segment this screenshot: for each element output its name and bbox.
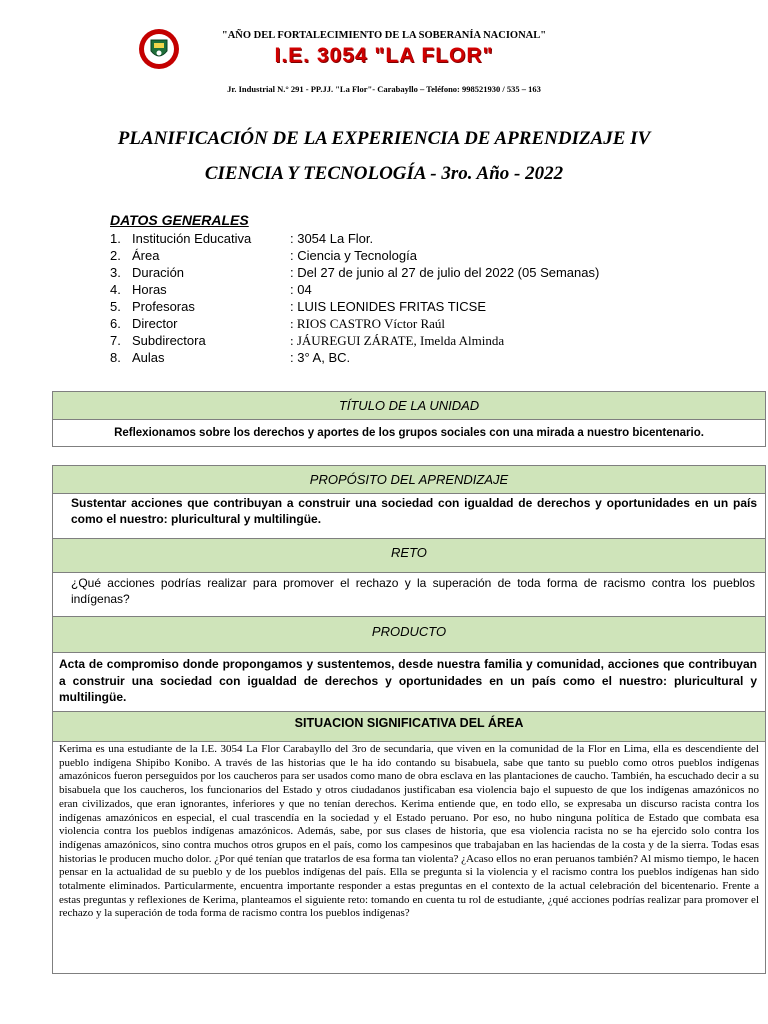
item-label: Aulas	[132, 350, 165, 365]
purpose-text: Sustentar acciones que contribuyan a construir una sociedad con igualdad de derechos y oportunidades en un país como el nuestro: pluricultural y multilingüe.	[71, 496, 757, 526]
item-label: Director	[132, 316, 178, 331]
general-data-item	[110, 264, 600, 281]
item-label: Institución Educativa	[132, 231, 252, 246]
general-data-item	[110, 298, 487, 315]
general-data-item	[110, 332, 505, 349]
item-number: 7.	[110, 333, 121, 348]
purpose-heading-text: PROPÓSITO DEL APRENDIZAJE	[309, 472, 509, 487]
situation-cell	[52, 741, 766, 974]
situation-heading-text: SITUACION SIGNIFICATIVA DEL ÁREA	[294, 716, 524, 730]
challenge-heading	[52, 538, 766, 573]
page-subtitle: CIENCIA Y TECNOLOGÍA - 3ro. Año - 2022	[204, 163, 564, 184]
item-label: Horas	[132, 282, 167, 297]
item-value: : 04	[290, 282, 312, 297]
school-address: Jr. Industrial N.° 291 - PP.JJ. "La Flor"- Carabayllo – Teléfono: 998521930 / 535 – 163	[227, 84, 541, 94]
page-title: PLANIFICACIÓN DE LA EXPERIENCIA DE APRENDIZAJE IV	[117, 128, 651, 149]
general-data-item	[110, 281, 312, 298]
item-value: : JÁUREGUI ZÁRATE, Imelda Alminda	[290, 333, 505, 348]
product-text: Acta de compromiso donde propongamos y sustentemos, desde nuestra familia y comunidad, acciones que contribuyan a construir una sociedad con igualdad de derechos y oportunidades en un país como el nuestro: pluricultural y multilingüe.	[59, 657, 757, 704]
item-label: Duración	[132, 265, 185, 280]
product-heading-text: PRODUCTO	[371, 624, 447, 639]
item-number: 8.	[110, 350, 121, 365]
product-heading	[52, 616, 766, 653]
item-label: Área	[132, 248, 160, 263]
item-label: Subdirectora	[132, 333, 206, 348]
challenge-heading-text: RETO	[391, 545, 427, 560]
item-number: 6.	[110, 316, 121, 331]
item-label: Profesoras	[132, 299, 195, 314]
purpose-cell	[52, 493, 766, 539]
item-value: : 3° A, BC.	[290, 350, 351, 365]
general-data-heading: DATOS GENERALES	[110, 212, 249, 228]
situation-text: Kerima es una estudiante de la I.E. 3054 La Flor Carabayllo del 3ro de secundaria, que viven en la comunidad de la Flor en Lima, ella es descendiente del pueblo indígena Shipibo Konibo. A través de las historias que le ha ido contando su bisabuela, sabe que tanto su pueblo como otros pueblos indígenas amazónicos fueron perseguidos por los caucheros para ser usados como mano de obra esclava en las plantaciones de caucho. También, ha escuchado decir a su bisabuela que los caucheros, los funcionarios del Estado y otros ciudadanos justificaban esa violencia bajo el supuesto de que los indígenas amazónicos no eran civilizados, que eran ignorantes, inferiores y que no tenían derechos. Kerima entiende que, en todo ello, se expresaba un discurso racista contra los indígenas amazónicos en especial, el cual trascendía en la sociedad y el Estado peruano. Por eso, no hubo ninguna política de Estado que combata esa violencia contra los pueblos indígenas amazónicos. Además, sabe, por sus clases de historia, que esa violencia racista no se ha ejercido solo contra los indígenas amazónicos, sino contra muchos otros grupos en el país, como los campesinos que trabajaban en las haciendas de la costa y de la sierra. Todas esas historias le producen mucho dolor. ¿Por qué tenían que tratarlos de esa forma tan violenta? ¿Acaso ellos no eran peruanos también? Al mismo tiempo, le hacen pensar en la actualidad de su pueblo y de los pueblos indígenas del país. Ella se pregunta si la violencia y el racismo contra los pueblos indígenas han sido totalmente eliminados. Particularmente, encuentra importante responder a estas preguntas en el contexto de la actual celebración del bicentenario. Frente a estas preguntas y reflexiones de Kerima, planteamos el siguiente reto: tomando en cuenta tu rol de estudiante, ¿qué acciones podrías realizar para promover el rechazo y la superación de toda forma de racismo contra los pueblos indígenas?	[59, 743, 759, 920]
challenge-text: ¿Qué acciones podrías realizar para promover el rechazo y la superación de toda forma de racismo contra los pueblos indígenas?	[71, 576, 755, 606]
unit-title-heading-text: TÍTULO DE LA UNIDAD	[338, 398, 480, 413]
general-data-item	[110, 315, 446, 332]
item-value: : RIOS CASTRO Víctor Raúl	[290, 316, 446, 331]
unit-title-heading	[52, 391, 766, 420]
item-number: 1.	[110, 231, 121, 246]
purpose-heading	[52, 465, 766, 494]
item-number: 3.	[110, 265, 121, 280]
general-data-item	[110, 349, 351, 366]
item-value: : LUIS LEONIDES FRITAS TICSE	[290, 299, 487, 314]
item-number: 5.	[110, 299, 121, 314]
item-number: 2.	[110, 248, 121, 263]
unit-title-cell	[52, 419, 766, 447]
item-value: : 3054 La Flor.	[290, 231, 374, 246]
general-data-item	[110, 247, 417, 264]
item-value: : Ciencia y Tecnología	[290, 248, 417, 263]
situation-heading	[52, 711, 766, 742]
year-banner: "AÑO DEL FORTALECIMIENTO DE LA SOBERANÍA NACIONAL"	[221, 30, 547, 41]
item-value: : Del 27 de junio al 27 de julio del 2022 (05 Semanas)	[290, 265, 600, 280]
general-data-item	[110, 230, 374, 247]
school-name: I.E. 3054 "LA FLOR"	[274, 44, 494, 67]
unit-title-text: Reflexionamos sobre los derechos y aportes de los grupos sociales con una mirada a nuestro bicentenario.	[114, 427, 704, 439]
product-cell	[52, 652, 766, 712]
item-number: 4.	[110, 282, 121, 297]
challenge-cell	[52, 572, 766, 617]
